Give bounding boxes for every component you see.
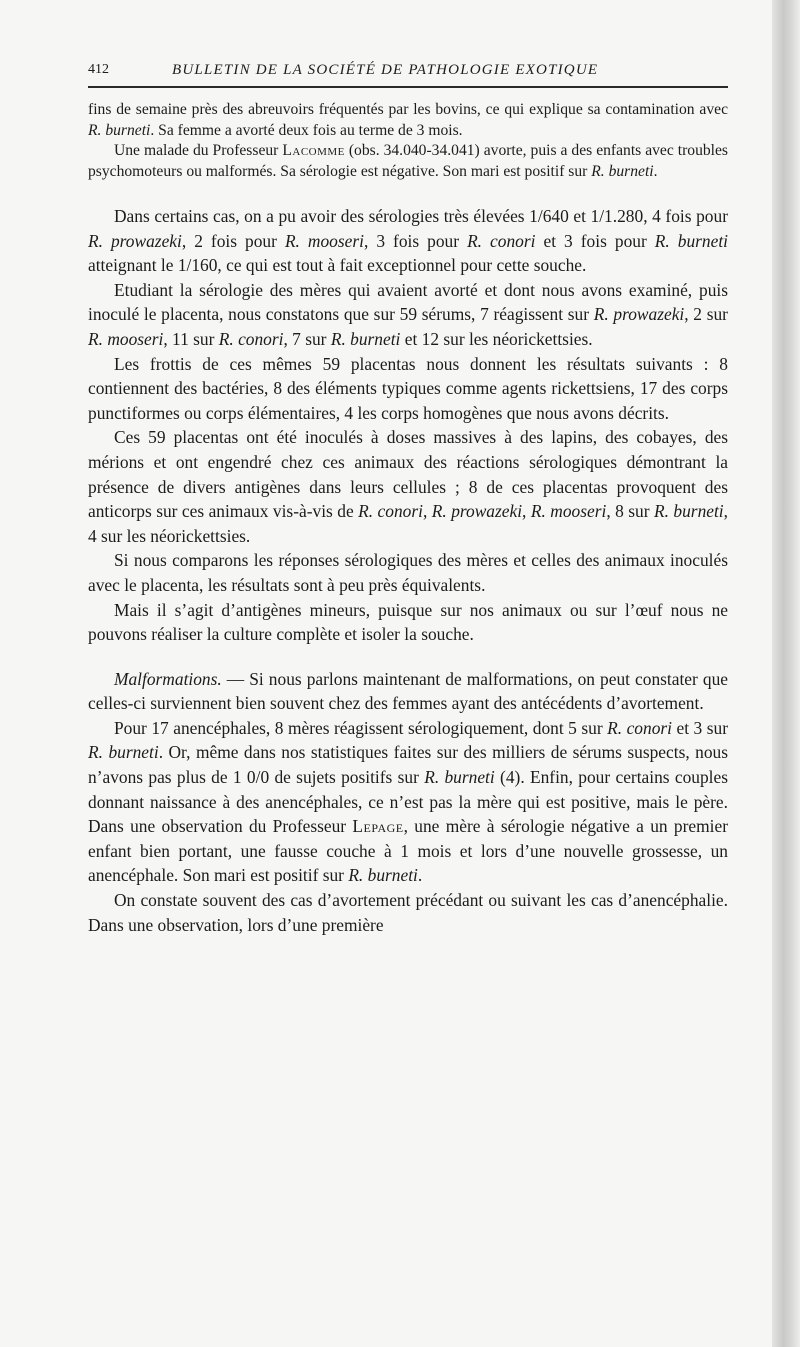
paragraph-11: On constate souvent des cas d’avortement précédant ou suivant les cas d’anencéphalie. Dans une observation, lors d’une première [88,890,728,935]
paragraph-3: Dans certains cas, on a pu avoir des sérologies très élevées 1/640 et 1/1.280, 4 fois pour R. prowazeki, 2 fois pour R. mooseri, 3 fois pour R. conori et 3 fois pour R. burneti atteignant le 1/160, ce qui est tout à fait exceptionnel pour cette souche. [88,206,729,276]
article-body [88,100,728,937]
paragraph-5: Les frottis de ces mêmes 59 placentas nous donnent les résultats suivants : 8 contiennent des bactéries, 8 des éléments typiques comme agents rickettsiens, 17 des corps punctiformes ou corps élémentaires, 4 les corps homogènes que nous avons décrits. [88,353,728,423]
paragraph-4: Etudiant la sérologie des mères qui avaient avorté et dont nous avons examiné, puis inoculé le placenta, nous constatons que sur 59 sérums, 7 réagissent sur R. prowazeki, 2 sur R. mooseri, 11 sur R. conori, 7 sur R. burneti et 12 sur les néorickettsies. [88,279,728,349]
paragraph-1: fins de semaine près des abreuvoirs fréquentés par les bovins, ce qui explique sa contamination avec R. burneti. Sa femme a avorté deux fois au terme de 3 mois. [88,101,728,139]
book-spine-shadow [772,0,800,1347]
small-print-section [88,100,728,182]
paragraph-2: Une malade du Professeur Lacomme (obs. 34.040-34.041) avorte, puis a des enfants avec troubles psychomoteurs ou malformés. Sa sérologie est négative. Son mari est positif sur R. burneti. [88,142,728,180]
main-text-section [88,204,728,937]
running-title: BULLETIN DE LA SOCIÉTÉ DE PATHOLOGIE EXOTIQUE [172,62,599,78]
paragraph-8: Mais il s’agit d’antigènes mineurs, puisque sur nos animaux ou sur l’œuf nous ne pouvons réaliser la culture complète et isoler la souche. [88,599,728,645]
paragraph-9: Malformations. — Si nous parlons maintenant de malformations, on peut constater que celles-ci surviennent bien souvent chez des femmes ayant des antécédents d’avortement. [88,668,728,714]
section-heading-malformations: Malformations. [114,668,222,689]
paragraph-6: Ces 59 placentas ont été inoculés à doses massives à des lapins, des cobayes, des mérions et ont engendré chez ces animaux des réactions sérologiques démontrant la présence de divers antigènes dans leurs cellules ; 8 de ces placentas provoquent des anticorps sur ces animaux vis-à-vis de R. conori, R. prowazeki, R. mooseri, 8 sur R. burneti, 4 sur les néorickettsies. [88,427,729,546]
page-number: 412 [88,62,109,77]
paragraph-10: Pour 17 anencéphales, 8 mères réagissent sérologiquement, dont 5 sur R. conori et 3 sur R. burneti. Or, même dans nos statistiques faites sur des milliers de sérums suspects, nous n’avons pas plus de 1 0/0 de sujets positifs sur R. burneti (4). Enfin, pour certains couples donnant naissance à des anencéphales, ce n’est pas la mère qui est positive, mais le père. Dans une observation du Professeur Lepage, une mère à sérologie négative a un premier enfant bien portant, une fausse couche à 1 mois et lors d’une nouvelle grossesse, un anencéphale. Son mari est positif sur R. burneti. [88,717,728,886]
running-header [88,58,728,88]
paragraph-7: Si nous comparons les réponses sérologiques des mères et celles des animaux inoculés avec le placenta, les résultats sont à peu près équivalents. [88,550,728,595]
